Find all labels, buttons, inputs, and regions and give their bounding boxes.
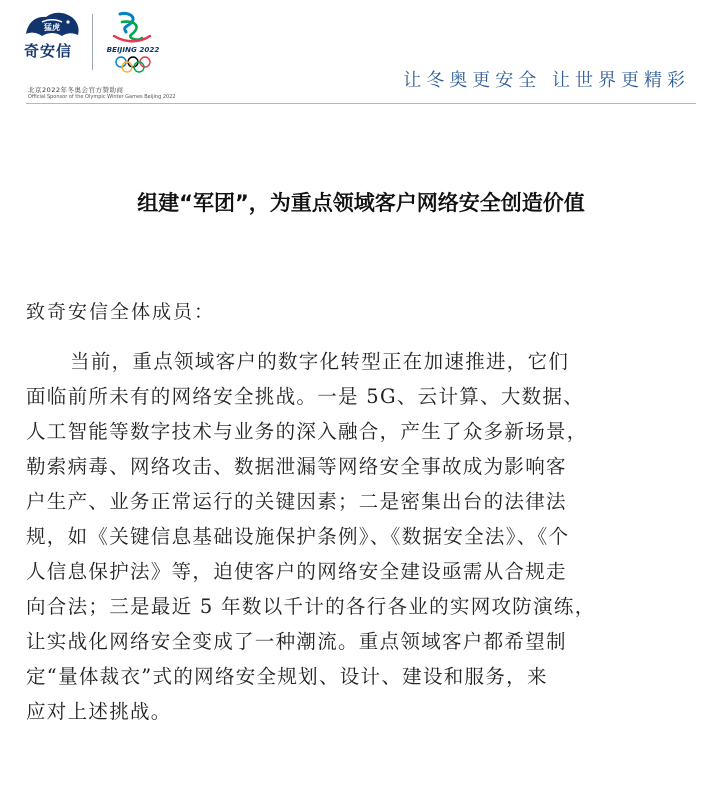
paragraph-line: 当前，重点领域客户的数字化转型正在加速推进，它们 xyxy=(70,350,570,373)
paragraph-line: 勒索病毒、网络攻击、数据泄漏等网络安全事故成为影响客 xyxy=(26,455,567,478)
body-paragraph xyxy=(26,344,706,729)
slogan: 让冬奥更安全 让世界更精彩 xyxy=(403,70,690,91)
olympic-rings-icon xyxy=(116,57,150,72)
paragraph-line: 面临前所未有的网络安全挑战。一是 5G、云计算、大数据、 xyxy=(26,385,585,408)
paragraph-line: 户生产、业务正常运行的关键因素；二是密集出台的法律法 xyxy=(26,490,567,513)
paragraph-line: 向合法；三是最近 5 年数以千计的各行各业的实网攻防演练， xyxy=(26,595,596,618)
salutation: 致奇安信全体成员： xyxy=(26,301,216,323)
paragraph-line: 应对上述挑战。 xyxy=(26,700,172,723)
paragraph-line: 人信息保护法》等，迫使客户的网络安全建设亟需从合规走 xyxy=(26,560,567,583)
paragraph-line: 定“量体裁衣”式的网络安全规划、设计、建设和服务，来 xyxy=(26,665,548,688)
qianxin-wordmark: 奇安信 xyxy=(24,42,73,60)
header-divider xyxy=(26,103,696,104)
tiger-lettering: 猛虎 xyxy=(44,23,60,32)
sponsor-caption-en: Official Sponsor of the Olympic Winter Games Beijing 2022 xyxy=(28,94,176,100)
document-title: 组建“军团”，为重点领域客户网络安全创造价值 xyxy=(137,191,585,215)
paragraph-line: 人工智能等数字技术与业务的深入融合，产生了众多新场景， xyxy=(26,420,588,443)
paragraph-line: 规，如《关键信息基础设施保护条例》、《数据安全法》、《个 xyxy=(26,525,570,548)
letterhead xyxy=(0,0,722,110)
tiger-mascot-icon xyxy=(22,8,82,42)
qianxin-logo xyxy=(22,8,84,61)
beijing-2022-emblem xyxy=(98,8,168,78)
sponsor-caption-cn: 北京2022年冬奥会官方赞助商 xyxy=(28,86,124,94)
logo-divider xyxy=(92,14,93,70)
beijing-2022-label: BEIJING 2022 xyxy=(106,45,160,54)
paragraph-line: 让实战化网络安全变成了一种潮流。重点领域客户都希望制 xyxy=(26,630,567,653)
